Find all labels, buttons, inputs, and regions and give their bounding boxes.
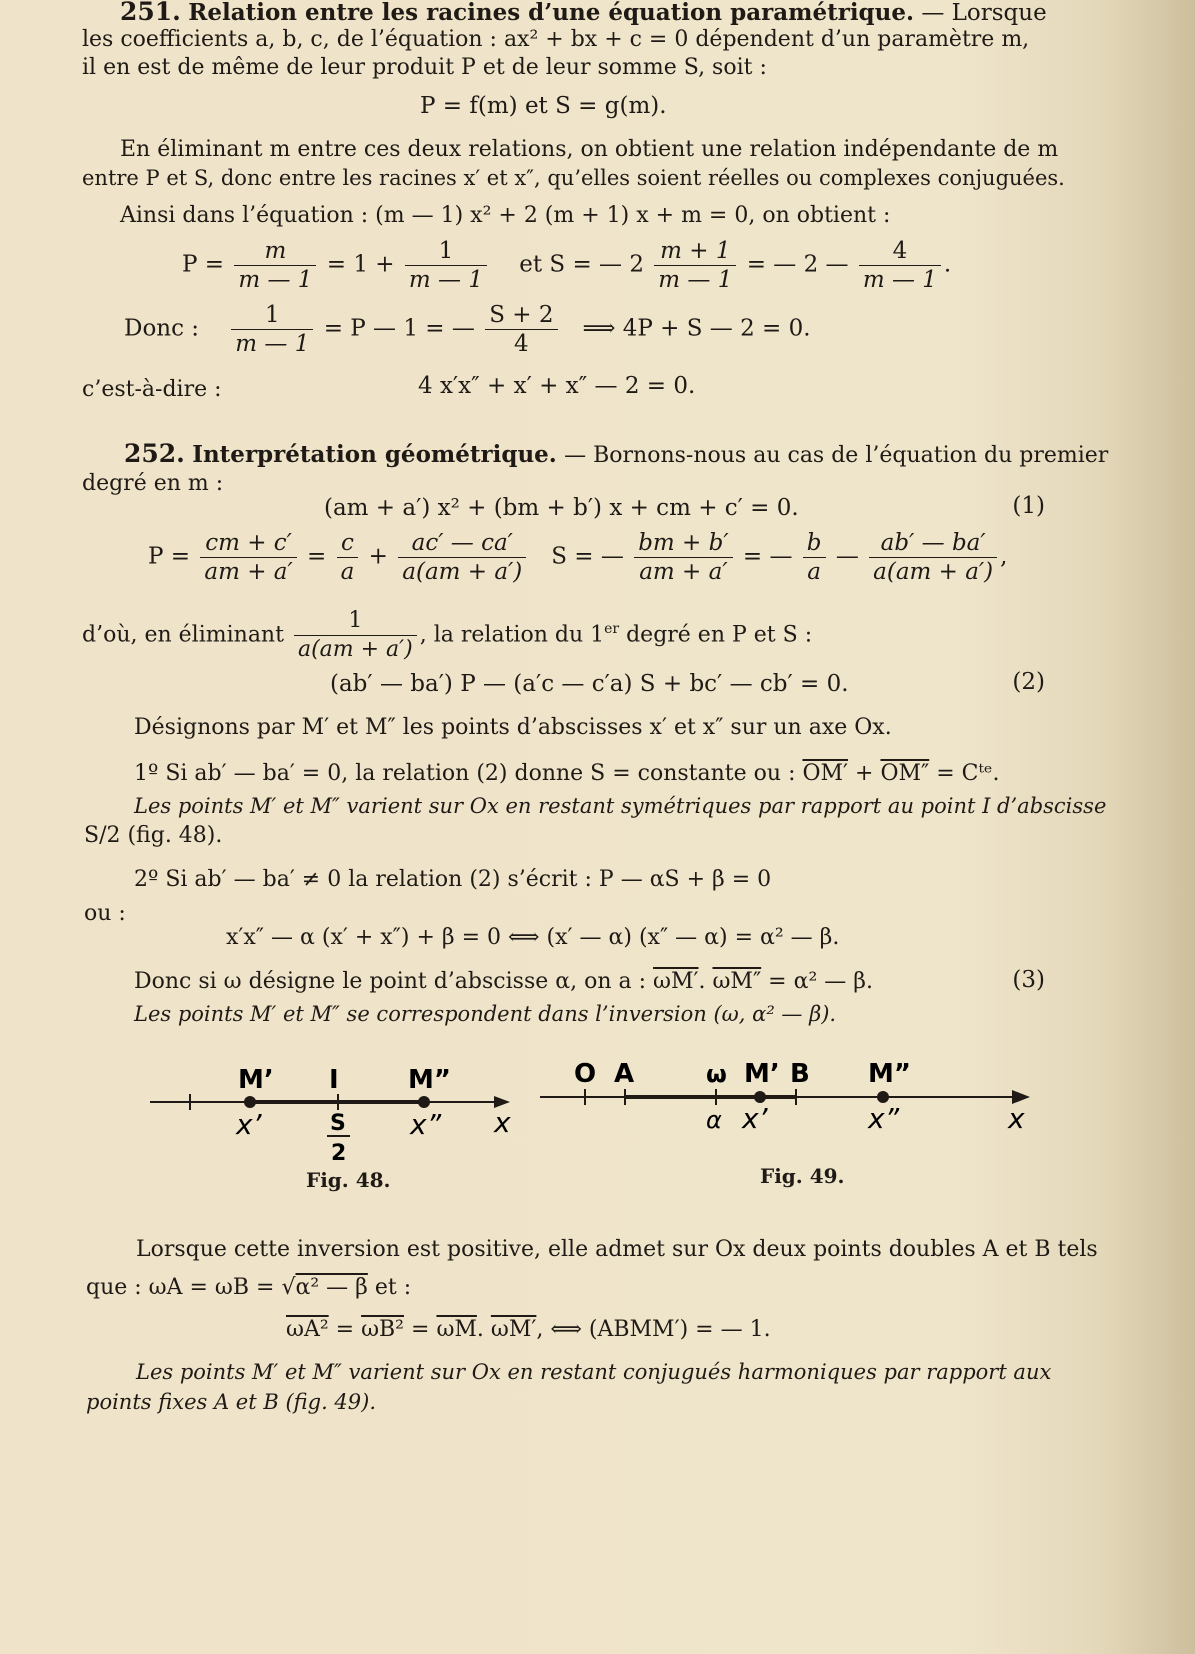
fig49-b: B: [790, 1059, 810, 1089]
s-mid: = — 2 —: [746, 251, 849, 278]
s252-harm1: Les points M′ et M″ varient sur Ox en restant conjugués harmoniques par rapport aux: [136, 1360, 1052, 1384]
s252-eqAB: $\omega A^2 = \omega B^2 = \overline{\omega M}$. ωM′, ⟺ (ABMM′) = — 1.: [286, 1317, 771, 1342]
s252-designons: Désignons par M′ et M″ les points d’abscisses x′ et x″ sur un axe Ox.: [134, 715, 892, 740]
s252-t2: degré en m :: [82, 471, 224, 496]
s251-ps-formula: P = $\frac{m}{m — 1}$ = 1 + $\frac{1}{m — 1}$ et S = — 2 $\frac{m + 1}{m — 1}$ = — 2 — $\frac{4}{m — 1}$ .: [182, 238, 952, 293]
fig49-diagram: [540, 1059, 1030, 1135]
eq2-number: (2): [1012, 669, 1045, 695]
s251-line2: il en est de même de leur produit P et de leur somme S, soit :: [82, 55, 767, 80]
eq1-number: (1): [1012, 493, 1045, 519]
s252-title: Interprétation géométrique.: [192, 441, 557, 468]
s251-number: 251.: [120, 0, 181, 26]
s-frac2: $\frac{4}{m — 1}$: [859, 238, 941, 293]
fig49-o: O: [574, 1059, 597, 1089]
s251-line1: les coefficients a, b, c, de l’équation : ax² + bx + c = 0 dépendent d’un paramètre m,: [82, 27, 1030, 52]
s252-harm2: points fixes A et B (fig. 49).: [86, 1390, 377, 1414]
fig48-s-num: S: [330, 1111, 346, 1136]
s252-inversion: Les points M′ et M″ se correspondent dans l’inversion (ω, α² — β).: [134, 1002, 837, 1026]
s252-case1: 1º Si ab′ — ba′ = 0, la relation (2) donne S = constante ou : OM′ + OM″ = Cᵗᵉ.: [134, 761, 1000, 786]
P-frac2: $\frac{c}{a}$: [337, 530, 359, 585]
P-frac3: $\frac{ac' — ca'}{a(am + a')}$: [398, 530, 526, 585]
s252-eq1: (am + a′) x² + (bm + b′) x + cm + c′ = 0.: [324, 495, 799, 521]
s252-eq2: (ab′ — ba′) P — (a′c — c′a) S + bc′ — cb′ = 0.: [330, 671, 849, 697]
p-frac: $\frac{m}{m — 1}$: [234, 238, 316, 293]
s252-case1-italic1: Les points M′ et M″ varient sur Ox en restant symétriques par rapport au point I d’abscisse: [134, 794, 1107, 818]
s251-cad-eq: 4 x′x″ + x′ + x″ — 2 = 0.: [418, 373, 696, 399]
donc-label: Donc :: [124, 315, 200, 342]
fig49-m1: M’: [744, 1059, 780, 1089]
fig49-alpha: α: [706, 1106, 722, 1134]
S-frac3: $\frac{ab' — ba'}{a(am + a')}$: [869, 530, 997, 585]
S-frac1: $\frac{bm + b'}{am + a'}$: [634, 530, 732, 585]
donc-mid: = P — 1 = —: [323, 315, 475, 342]
s252-eq-alpha: x′x″ — α (x′ + x″) + β = 0 ⟺ (x′ — α) (x″ — α) = α² — β.: [226, 925, 840, 950]
donc-frac: $\frac{1}{m — 1}$: [231, 302, 313, 357]
fig49-a: A: [614, 1059, 635, 1089]
s252-number: 252.: [124, 439, 185, 468]
fig49-axis: x: [1008, 1102, 1025, 1135]
fig49-x2: x”: [868, 1102, 900, 1135]
s252-donc-w: Donc si ω désigne le point d’abscisse α, on a : ωM′. ωM″ = α² — β.: [134, 969, 873, 994]
P-frac1: $\frac{cm + c'}{am + a'}$: [200, 530, 296, 585]
fig48-i: I: [329, 1065, 339, 1095]
p-frac2: $\frac{1}{m — 1}$: [405, 238, 487, 293]
s251-line5: Ainsi dans l’équation : (m — 1) x² + 2 (m + 1) x + m = 0, on obtient :: [120, 203, 891, 228]
fig49-m2: M”: [868, 1059, 911, 1089]
s251-cad: c’est-à-dire :: [82, 377, 222, 402]
s252-pos1: Lorsque cette inversion est positive, elle admet sur Ox deux points doubles A et B tels: [136, 1237, 1098, 1262]
s251-line3: En éliminant m entre ces deux relations, on obtient une relation indépendante de m: [120, 137, 1059, 162]
s-lbl: et S = — 2: [519, 251, 644, 278]
fig48-diagram: [150, 1065, 511, 1166]
s252-ou: ou :: [84, 901, 126, 926]
s252-case1-italic2: S/2 (fig. 48).: [84, 823, 223, 848]
p-mid: = 1 +: [326, 251, 395, 278]
s-frac: $\frac{m + 1}{m — 1}$: [654, 238, 736, 293]
fig49-caption: Fig. 49.: [760, 1164, 845, 1188]
fig48-axis: x: [494, 1106, 511, 1139]
s252-dou: d’où, en éliminant $\frac{1}{a(am + a')}$ , la relation du 1er degré en P et S :: [82, 608, 813, 662]
fig48-caption: Fig. 48.: [306, 1168, 391, 1192]
dou-frac: $\frac{1}{a(am + a')}$: [294, 608, 417, 663]
eq3-number: (3): [1012, 967, 1045, 993]
s252-case2: 2º Si ab′ — ba′ ≠ 0 la relation (2) s’écrit : P — αS + β = 0: [134, 867, 772, 892]
s252-t1: — Bornons-nous au cas de l’équation du premier: [564, 443, 1109, 468]
s251-intro-end: — Lorsque: [921, 0, 1047, 26]
s251-eq-pf: P = f(m) et S = g(m).: [420, 93, 667, 119]
fig48-m1: M’: [238, 1065, 274, 1095]
s251-title: Relation entre les racines d’une équation paramétrique.: [188, 0, 915, 26]
p-lhs: P =: [182, 251, 225, 278]
fig48-m2: M”: [408, 1065, 451, 1095]
s252-pos2: que : ωA = ωB = √α² — β et :: [86, 1275, 412, 1300]
fig48-x1: x’: [236, 1108, 262, 1141]
s251-line4: entre P et S, donc entre les racines x′ et x″, qu’elles soient réelles ou complexes conjuguées.: [82, 166, 1065, 190]
S-frac2: $\frac{b}{a}$: [803, 530, 826, 585]
donc-end: ⟹ 4P + S — 2 = 0.: [582, 315, 811, 342]
fig48-x2: x”: [410, 1108, 442, 1141]
fig48-s-den: 2: [331, 1141, 347, 1166]
fig49-w: ω: [706, 1060, 727, 1088]
fig49-x1: x’: [742, 1102, 768, 1135]
s252-ps-formula: P = $\frac{cm + c'}{am + a'}$ = $\frac{c}{a}$ + $\frac{ac' — ca'}{a(am + a')}$ S = — $\frac{bm + b'}{am + a'}$ = — $\frac{b}{a}$ — $\frac{ab' — ba'}{a(am + a')}$ ,: [148, 530, 1008, 585]
donc-frac2: $\frac{S + 2}{4}$: [485, 302, 557, 357]
